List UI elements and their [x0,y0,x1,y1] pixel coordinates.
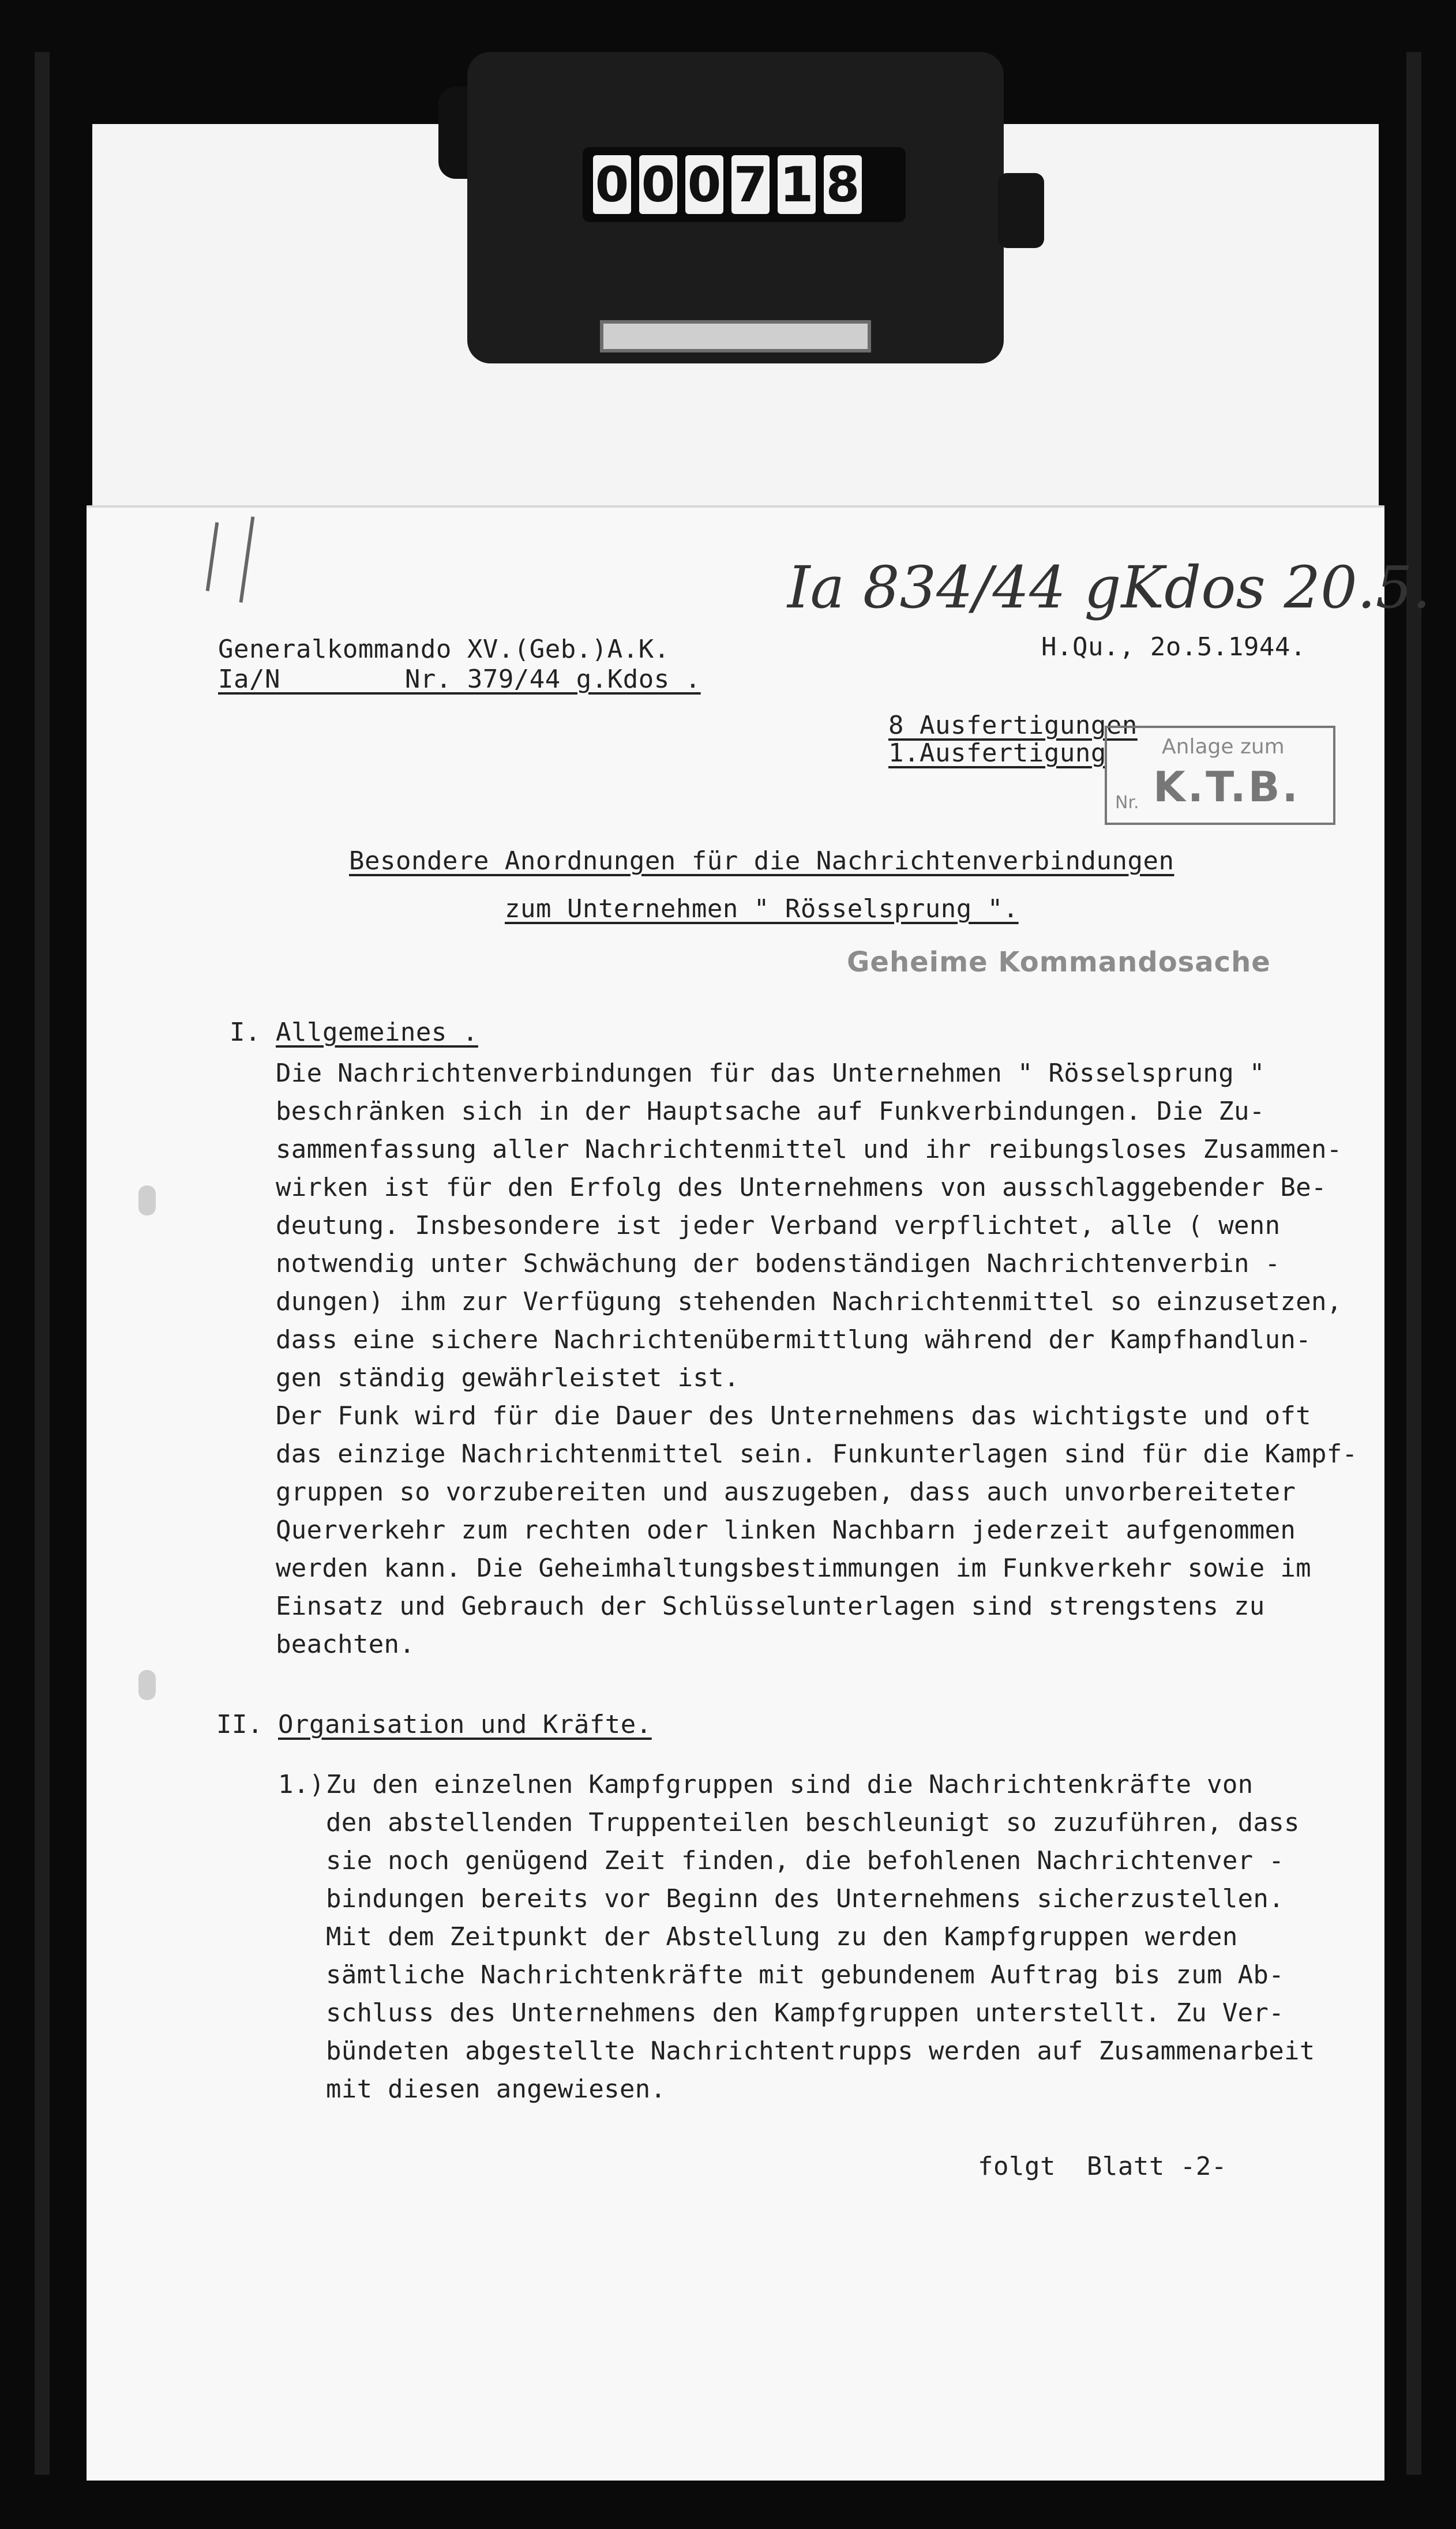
copies-total: 8 Ausfertigungen [888,711,1138,740]
section-1-line: deutung. Insbesondere ist jeder Verband verpflichtet, alle ( wenn [276,1211,1281,1240]
section-2-line: den abstellenden Truppenteilen beschleunigt so zuzuführen, dass [326,1808,1300,1837]
title-line-1: Besondere Anordnungen für die Nachrichtenverbindungen [349,846,1174,876]
stamp-label: Anlage zum [1162,735,1285,759]
section-1-line: Der Funk wird für die Dauer des Unternehmens das wichtigste und oft [276,1401,1311,1431]
place-date: H.Qu., 2o.5.1944. [1041,632,1306,662]
section-1-line: dass eine sichere Nachrichtenübermittlung während der Kampfhandlun- [276,1325,1311,1354]
classification-stamp: Geheime Kommandosache [847,946,1271,978]
ktb-stamp [1105,726,1335,825]
section-1-line: gruppen so vorzubereiten und auszugeben, dass auch unvorbereiteter [276,1477,1296,1507]
stamp-nr: Nr. [1115,793,1139,813]
title-line-2: zum Unternehmen " Rösselsprung ". [505,894,1019,924]
counter-digit: 8 [824,155,862,214]
counter-digit: 0 [593,155,631,214]
section-1-number: I. [230,1018,261,1047]
film-edge-left [35,52,50,2475]
section-2-line: Zu den einzelnen Kampfgruppen sind die Nachrichtenkräfte von [326,1770,1254,1799]
item-1-number: 1.) [278,1770,325,1799]
counter-plate [600,320,871,352]
counter-tab [998,173,1044,248]
handwritten-file-ref: Ia 834/44 gKdos 20.5. [787,554,1431,621]
counter-digit: 7 [731,155,770,214]
section-1-line: notwendig unter Schwächung der bodenständigen Nachrichtenverbin - [276,1249,1281,1278]
copy-number: 1.Ausfertigung [888,738,1106,768]
section-1-line: dungen) ihm zur Verfügung stehenden Nachrichtenmittel so einzusetzen, [276,1287,1342,1316]
section-1-line: Querverkehr zum rechten oder linken Nachbarn jederzeit aufgenommen [276,1515,1296,1545]
section-2-line: sämtliche Nachrichtenkräfte mit gebundenem Auftrag bis zum Ab- [326,1960,1284,1990]
section-2-line: bündeten abgestellte Nachrichtentrupps werden auf Zusammenarbeit [326,2036,1315,2066]
section-1-line: wirken ist für den Erfolg des Unternehmens von ausschlaggebender Be- [276,1173,1327,1202]
film-edge-right [1406,52,1421,2475]
section-2-line: mit diesen angewiesen. [326,2074,666,2104]
section-2-line: sie noch genügend Zeit finden, die befohlenen Nachrichtenver - [326,1846,1284,1875]
section-2-heading: Organisation und Kräfte. [278,1710,652,1739]
section-1-line: Einsatz und Gebrauch der Schlüsselunterlagen sind strengstens zu [276,1592,1265,1621]
counter-digit: 0 [639,155,677,214]
counter-digit: 0 [685,155,723,214]
section-1-line: beschränken sich in der Hauptsache auf Funkverbindungen. Die Zu- [276,1097,1265,1126]
section-1-line: gen ständig gewährleistet ist. [276,1363,740,1393]
continuation-note: folgt Blatt -2- [978,2152,1227,2181]
section-1-line: werden kann. Die Geheimhaltungsbestimmungen im Funkverkehr sowie im [276,1554,1311,1583]
section-2-number: II. [216,1710,263,1739]
section-1-line: sammenfassung aller Nachrichtenmittel und ihr reibungsloses Zusammen- [276,1135,1342,1164]
punch-hole [138,1185,156,1215]
section-1-line: Die Nachrichtenverbindungen für das Unternehmen " Rösselsprung " [276,1059,1265,1088]
sender-line-1: Generalkommando XV.(Geb.)A.K. [218,635,670,664]
section-1-line: das einzige Nachrichtenmittel sein. Funkunterlagen sind für die Kampf- [276,1439,1358,1469]
stamp-title: K.T.B. [1153,763,1300,811]
counter-digit: 1 [778,155,816,214]
punch-hole [138,1670,156,1700]
section-2-line: Mit dem Zeitpunkt der Abstellung zu den Kampfgruppen werden [326,1922,1238,1952]
section-2-line: bindungen bereits vor Beginn des Unternehmens sicherzustellen. [326,1884,1284,1913]
section-1-heading: Allgemeines . [276,1018,478,1047]
section-1-line: beachten. [276,1630,415,1659]
section-2-line: schluss des Unternehmens den Kampfgruppen unterstellt. Zu Ver- [326,1998,1284,2028]
counter-display [583,147,906,222]
sender-line-2: Ia/N Nr. 379/44 g.Kdos . [218,665,701,694]
